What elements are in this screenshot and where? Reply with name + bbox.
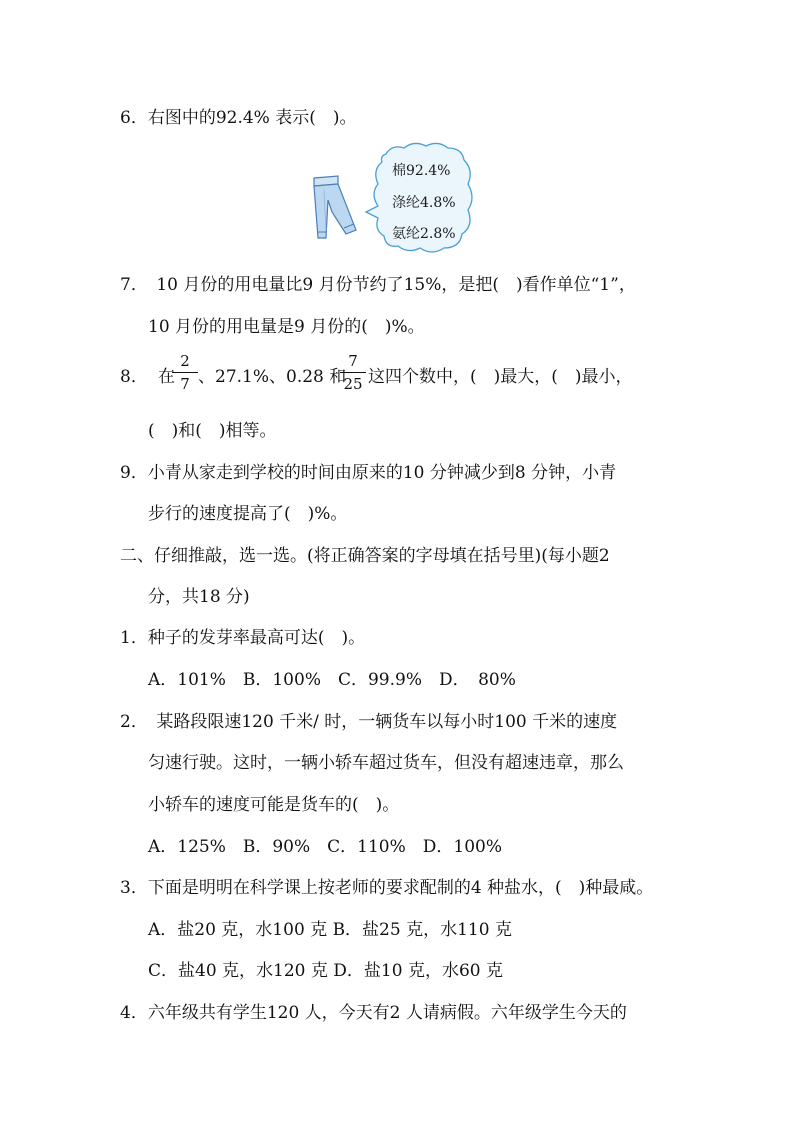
- q9-line2: 步行的速度提高了( )%。: [148, 504, 348, 524]
- q8-frac1-numerator: 2: [180, 352, 190, 370]
- polyester-label: 涤纶4.8%: [392, 195, 456, 211]
- s2q3-options-cd: C．盐40 克，水120 克 D．盐10 克，水60 克: [148, 961, 503, 981]
- section2-heading-line2: 分，共18 分): [148, 587, 250, 607]
- s2q1-text: 1．种子的发芽率最高可达( )。: [120, 628, 366, 648]
- q8-frac2-bar: [340, 372, 366, 373]
- q8-mid: 、27.1%、0.28 和: [198, 367, 347, 387]
- q8-frac2-denominator: 25: [343, 375, 363, 393]
- q8-number: 8．: [120, 367, 148, 387]
- q8-frac2-numerator: 7: [348, 352, 358, 370]
- s2q4-text: 4．六年级共有学生120 人，今天有2 人请病假。六年级学生今天的: [120, 1003, 627, 1023]
- s2q2-options: A．125% B．90% C．110% D．100%: [148, 837, 502, 857]
- q6-text: 6．右图中的92.4% 表示( )。: [120, 108, 357, 128]
- q8-frac1-denominator: 7: [180, 375, 190, 393]
- spandex-label: 氨纶2.8%: [392, 226, 456, 242]
- cotton-label: 棉92.4%: [392, 163, 451, 179]
- q8-post: 这四个数中，( )最大，( )最小，: [368, 367, 633, 387]
- q9-line1: 9．小青从家走到学校的时间由原来的10 分钟减少到8 分钟，小青: [120, 463, 617, 483]
- pants-icon: [314, 176, 356, 238]
- s2q3-text: 3．下面是明明在科学课上按老师的要求配制的4 种盐水，( )种最咸。: [120, 878, 654, 898]
- q8-fraction-7-25: [340, 352, 366, 393]
- s2q2-line1: 2． 某路段限速120 千米/ 时，一辆货车以每小时100 千米的速度: [120, 712, 618, 732]
- s2q3-options-ab: A．盐20 克，水100 克 B．盐25 克，水110 克: [148, 920, 512, 940]
- s2q2-line3: 小轿车的速度可能是货车的( )。: [148, 795, 400, 815]
- q7-line1: 7． 10 月份的用电量比9 月份节约了15%，是把( )看作单位“1”，: [120, 275, 636, 295]
- q8-pre: 在: [158, 367, 175, 387]
- q8-line2: ( )和( )相等。: [148, 421, 277, 441]
- s2q2-line2: 匀速行驶。这时，一辆小轿车超过货车，但没有超速违章，那么: [148, 753, 624, 773]
- fabric-composition-figure: [304, 140, 476, 256]
- q8-frac1-bar: [172, 372, 198, 373]
- q7-line2: 10 月份的用电量是9 月份的( )%。: [148, 317, 425, 337]
- section2-heading-line1: 二、仔细推敲，选一选。(将正确答案的字母填在括号里)(每小题2: [120, 546, 610, 566]
- q8-fraction-2-7: [172, 352, 198, 393]
- s2q1-options: A．101% B．100% C．99.9% D． 80%: [148, 670, 516, 690]
